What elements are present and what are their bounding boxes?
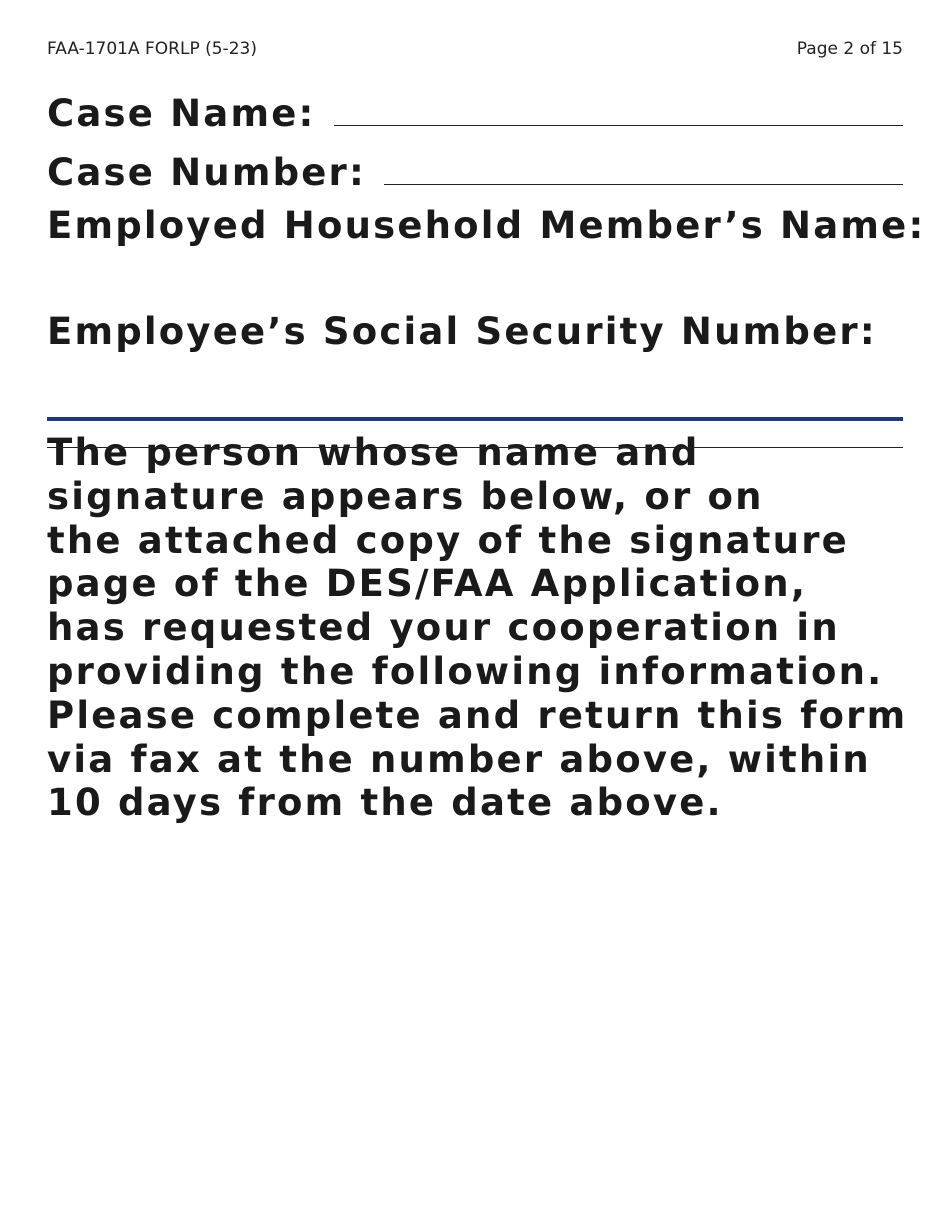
page-number: Page 2 of 15 [796, 39, 903, 59]
section-divider [47, 417, 903, 421]
instructions-line: providing the following information. [47, 649, 884, 693]
instructions-line: the attached copy of the signature [47, 518, 849, 562]
instructions-paragraph [47, 431, 917, 825]
case-name-field[interactable] [334, 124, 904, 126]
instructions-line: 10 days from the date above. [47, 781, 723, 825]
instructions-line: has requested your cooperation in [47, 606, 840, 650]
case-name-label: Case Name: [47, 92, 316, 135]
instructions-line: via fax at the number above, within [47, 737, 871, 781]
instructions-line: The person whose name and [47, 431, 700, 474]
case-number-row [47, 151, 903, 194]
form-id: FAA-1701A FORLP (5-23) [47, 39, 257, 59]
case-number-field[interactable] [384, 183, 903, 185]
case-name-row [47, 92, 903, 135]
instructions-line: page of the DES/FAA Application, [47, 562, 808, 606]
employed-member-label: Employed Household Member’s Name: [47, 204, 926, 247]
case-number-label: Case Number: [47, 151, 367, 194]
ssn-field-line[interactable] [47, 447, 903, 448]
instructions-line: Please complete and return this form [47, 693, 908, 737]
instructions-line: signature appears below, or on [47, 474, 764, 518]
ssn-label: Employee’s Social Security Number: [47, 310, 877, 353]
